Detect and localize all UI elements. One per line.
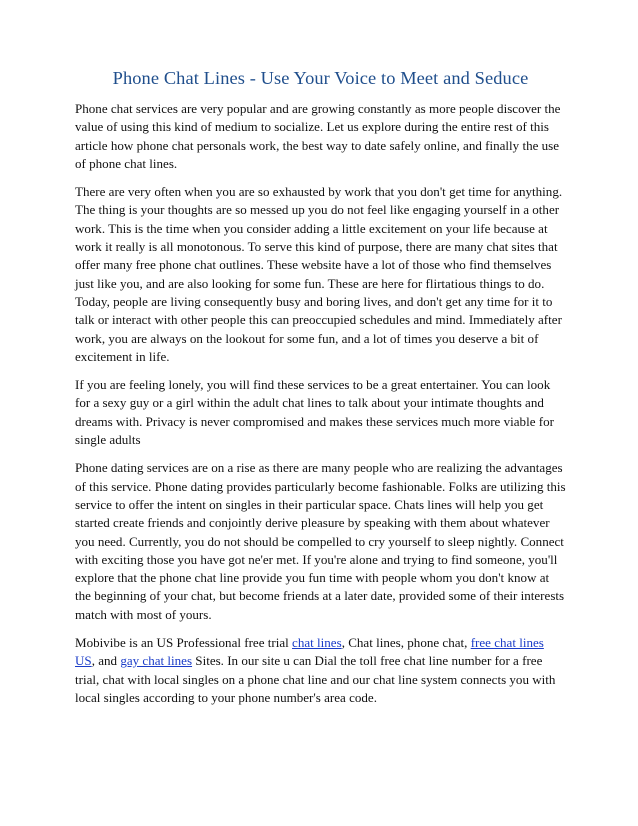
paragraph-lonely: If you are feeling lonely, you will find these services to be a great entertainer. You can look for a sexy guy or a girl within the adult chat lines to talk about your intimate thoughts and dreams with. Privacy is never compromised and makes these services much more viable for single adults <box>75 377 554 448</box>
chat-lines-link[interactable]: chat lines <box>292 635 342 651</box>
document-title: Phone Chat Lines - Use Your Voice to Meet and Seduce <box>112 68 529 88</box>
paragraph-exhausted: There are very often when you are so exhausted by work that you don't get time for anything. The thing is your thoughts are so messed up you do not feel like engaging yourself in a other work. This is the time when you consider adding a little excitement on your life because at work it really is all monotonous. To serve this kind of purpose, there are many chat sites that offer many free phone chat outlines. These website have a lot of those who find themselves just like you, and are also looking for some fun. These are here for flirtatious things to do. Today, people are living consequently busy and boring lives, and don't get any time for it to talk or interact with other people this can preoccupied schedules and mind. Immediately after work, you are always on the lookout for some fun, and a lot of times you deserve a bit of excitement in life. <box>75 184 563 364</box>
mobivibe-text-1: Mobivibe is an US Professional free trial <box>75 635 293 651</box>
paragraph-phone-dating: Phone dating services are on a rise as there are many people who are realizing the advantages of this service. Phone dating provides particularly become fashionable. Folks are utilizing this service to offer the intent on singles in their particular space. Chats lines will help you get started create friends and conjointly derive pleasure by speaking with them about whatever you need. Currently, you do not should be compelled to cry yourself to sleep nightly. Connect with exciting those you have got ne'er met. If you're alone and trying to find someone, you'll explore that the phone chat line provide you fun time with people whom you don't know at the beginning of your chat, but become friends at a later date, provided some of their interests match with most of yours. <box>75 460 566 622</box>
mobivibe-text-3: , and <box>91 653 121 669</box>
mobivibe-text-2: , Chat lines, phone chat, <box>341 635 471 651</box>
free-chat-lines-us-link[interactable]: free chat lines US <box>75 635 544 669</box>
paragraph-intro: Phone chat services are very popular and are growing constantly as more people discover the value of using this kind of medium to socialize. Let us explore during the entire rest of this article how phone chat personals work, the best way to date safely online, and finally the use of phone chat lines. <box>75 101 561 171</box>
gay-chat-lines-link[interactable]: gay chat lines <box>120 653 193 669</box>
paragraph-mobivibe <box>75 634 566 707</box>
mobivibe-text-4: Sites. In our site u can Dial the toll free chat line number for a free trial, chat with local singles on a phone chat line and our chat line system connects you with local singles according to your phone number's area code. <box>75 653 556 705</box>
